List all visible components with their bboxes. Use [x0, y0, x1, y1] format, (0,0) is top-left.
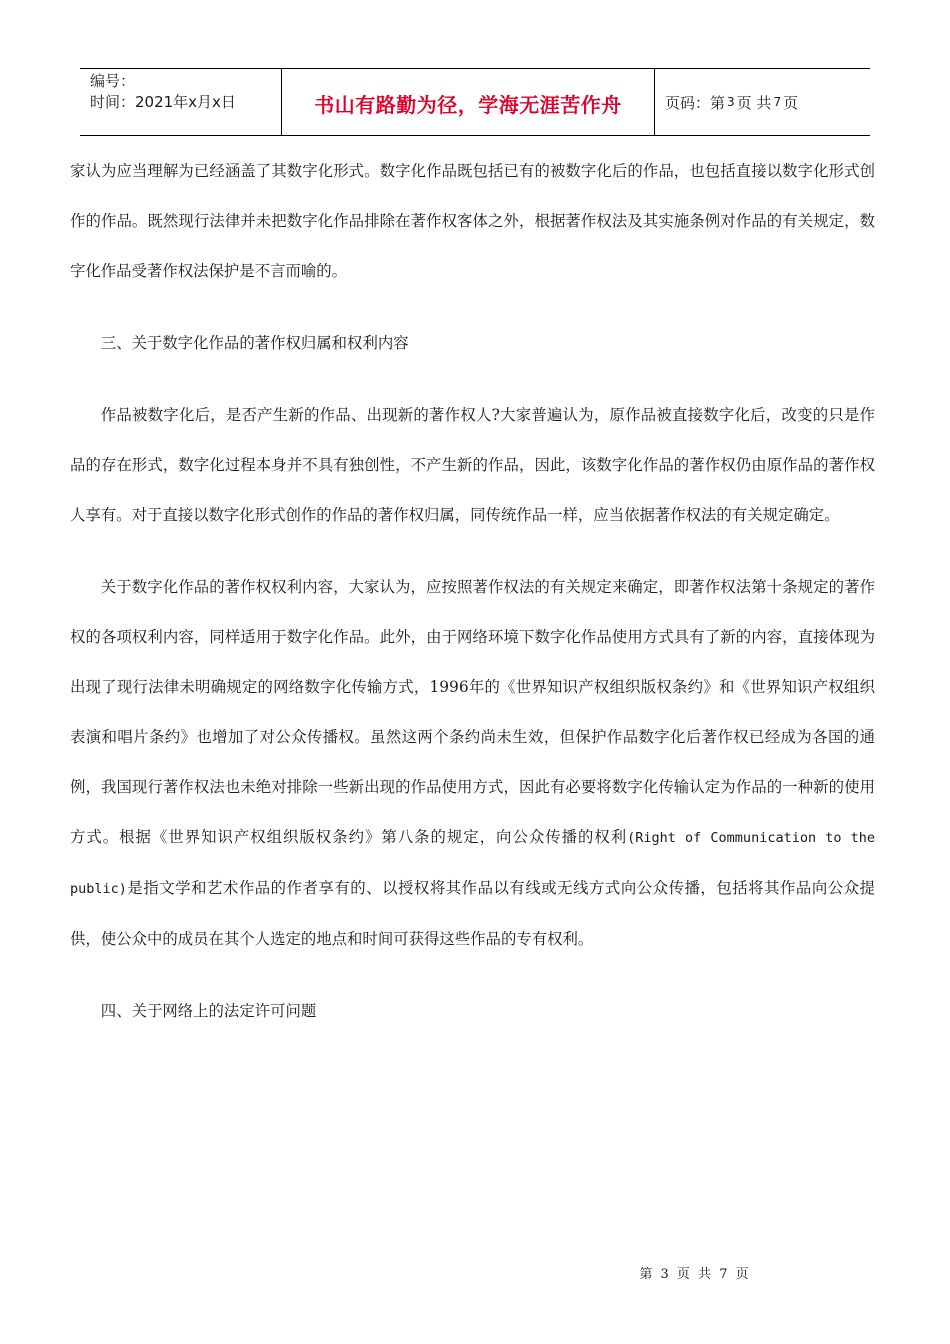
paragraph-continued: 家认为应当理解为已经涵盖了其数字化形式。数字化作品既包括已有的被数字化后的作品，也包括直接以数字化形式创作的作品。既然现行法律并未把数字化作品排除在著作权客体之外，根据著作权法及其实施条例对作品的有关规定，数字化作品受著作权法保护是不言而喻的。 — [70, 162, 875, 280]
paragraph-attribution: 作品被数字化后，是否产生新的作品、出现新的著作权人?大家普遍认为，原作品被直接数字化后，改变的只是作品的存在形式，数字化过程本身并不具有独创性，不产生新的作品，因此，该数字化作品的著作权仍由原作品的著作权人享有。对于直接以数字化形式创作的作品的著作权归属，同传统作品一样，应当依据著作权法的有关规定确定。 — [70, 406, 875, 524]
paragraph-rights-text-a: 关于数字化作品的著作权权利内容，大家认为，应按照著作权法的有关规定来确定，即著作权法第十条规定的著作权的各项权利内容，同样适用于数字化作品。此外，由于网络环境下数字化作品使用方式具有了新的内容，直接体现为出现了现行法律未明确规定的网络数字化传输方式，1996年的《世界知识产权组织版权条约》和《世界知识产权组织表演和唱片条约》也增加了对公众传播权。虽然这两个条约尚未生效，但保护作品数字化后著作权已经成为各国的通例，我国现行著作权法也未绝对排除一些新出现的作品使用方式，因此有必要将数字化传输认定为作品的一种新的使用方式。根据《世界知识产权组织版权条约》第八条的规定，向公众传播的权利 — [70, 578, 875, 846]
document-header — [80, 68, 870, 136]
header-motto: 书山有路勤为径，学海无涯苦作舟 — [314, 92, 622, 117]
page-prefix: 页码：第 — [665, 93, 726, 112]
section-heading-4: 四、关于网络上的法定许可问题 — [100, 1002, 317, 1020]
page-current: 3 — [727, 95, 735, 109]
header-motto-cell — [282, 69, 655, 135]
document-time-label: 时间：2021年x月x日 — [90, 93, 236, 111]
section-heading-3: 三、关于数字化作品的著作权归属和权利内容 — [100, 334, 409, 352]
page-middle: 页 共 — [736, 93, 772, 112]
paragraph-rights-text-b: 是指文学和艺术作品的作者享有的、以授权将其作品以有线或无线方式向公众传播，包括将其作品向公众提供，使公众中的成员在其个人选定的地点和时间可获得这些作品的专有权利。 — [70, 879, 875, 948]
paragraph-rights-content — [70, 562, 875, 964]
document-number-label: 编号： — [90, 72, 136, 90]
header-meta-cell — [80, 69, 282, 135]
document-body — [70, 146, 875, 1058]
header-page-cell — [655, 69, 870, 135]
paragraph-rights-english: (Right of Communication to the public) — [70, 830, 875, 897]
page-suffix: 页 — [783, 93, 799, 112]
page-footer: 第 3 页 共 7 页 — [639, 1267, 751, 1282]
page-total: 7 — [773, 95, 782, 109]
